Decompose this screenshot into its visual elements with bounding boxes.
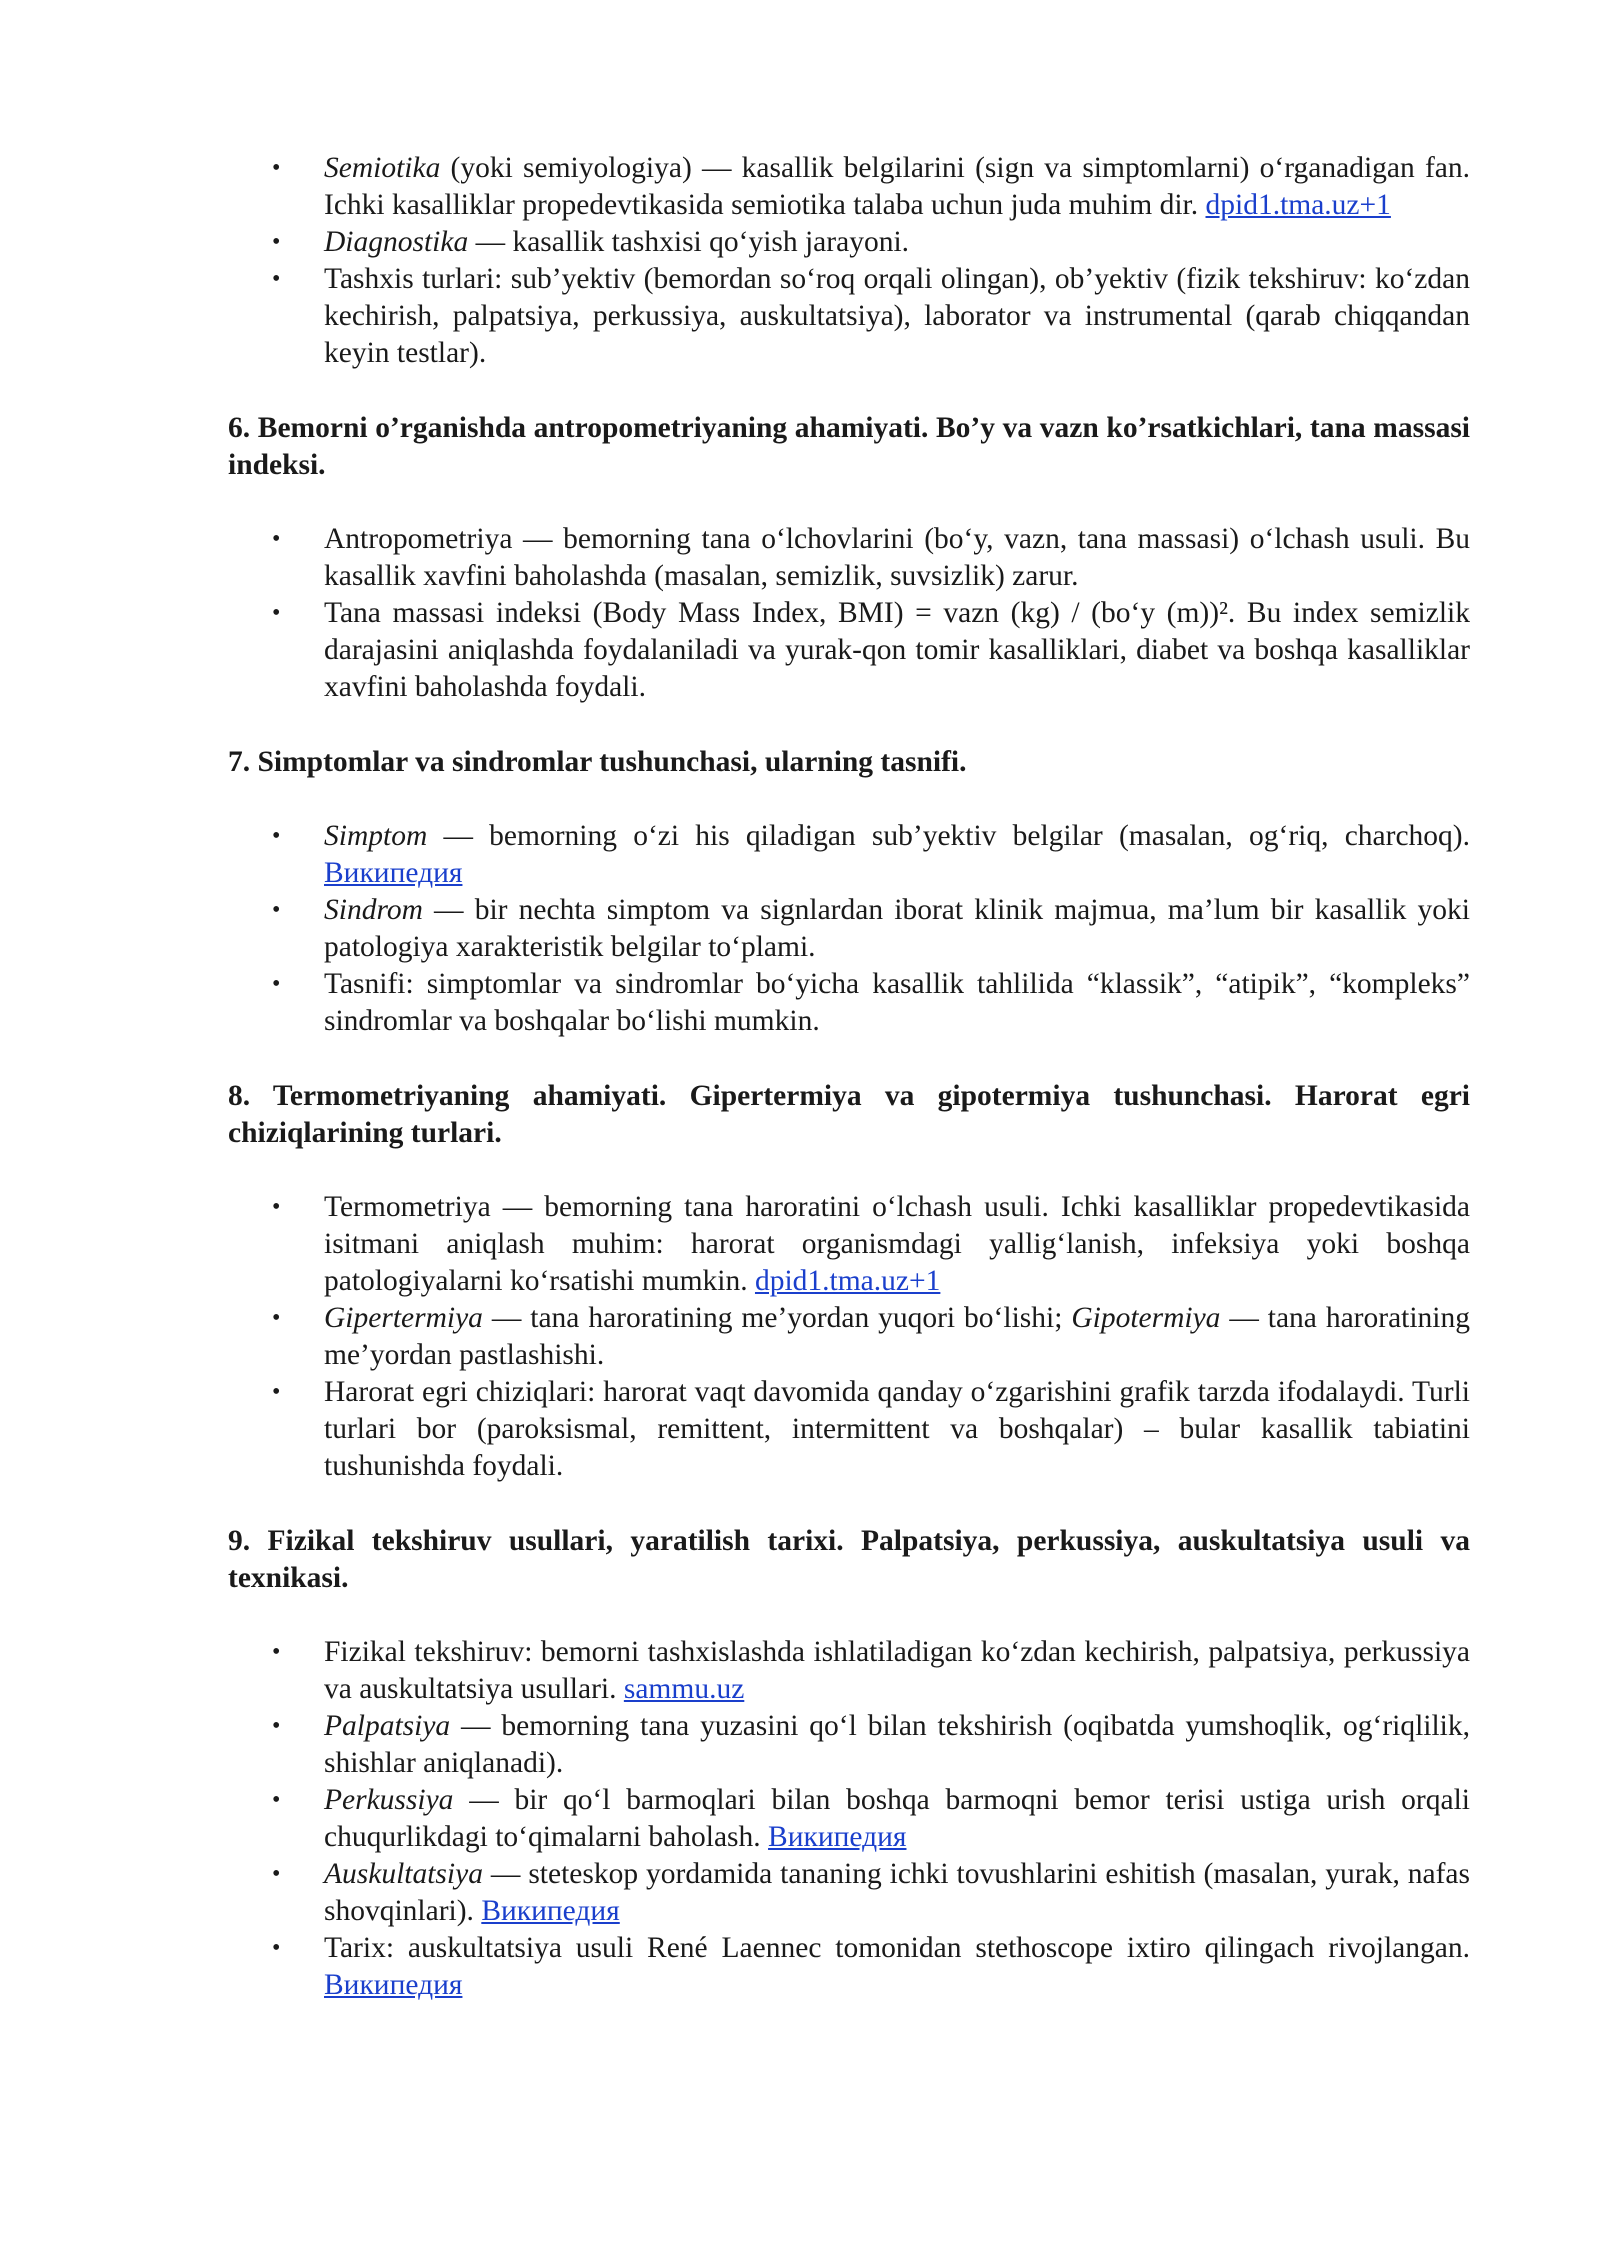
term: Semiotika: [324, 152, 441, 184]
list-item: • Perkussiya — bir qo‘l barmoqlari bilan boshqa barmoqni bemor terisi ustiga urish orqali chuqurlikdagi to‘qimalarni baholash. Википедия: [324, 1782, 1470, 1856]
section8-list: [228, 1189, 1470, 1485]
intro-list: [228, 150, 1470, 372]
list-item: • Auskultatsiya — steteskop yordamida tananing ichki tovushlarini eshitish (masalan, yurak, nafas shovqinlari). Википедия: [324, 1856, 1470, 1930]
list-item: • Fizikal tekshiruv: bemorni tashxislashda ishlatiladigan ko‘zdan kechirish, palpatsiya, perkussiya va auskultatsiya usullari. sammu.uz: [324, 1634, 1470, 1708]
list-item: • Harorat egri chiziqlari: harorat vaqt davomida qanday o‘zgarishini grafik tarzda ifodalaydi. Turli turlari bor (paroksismal, remittent, intermittent va boshqalar) – bular kasallik tabiatini tushunishda foydali.: [324, 1374, 1470, 1485]
term: Diagnostika: [324, 226, 469, 258]
list-item: • Tasnifi: simptomlar va sindromlar bo‘yicha kasallik tahlilida “klassik”, “atipik”, “kompleks” sindromlar va boshqalar bo‘lishi mumkin.: [324, 966, 1470, 1040]
source-link[interactable]: sammu.uz: [623, 1673, 745, 1705]
section7-list: [228, 818, 1470, 1040]
term: Perkussiya: [324, 1784, 454, 1816]
list-item: • Tana massasi indeksi (Body Mass Index, BMI) = vazn (kg) / (bo‘y (m))². Bu index semizlik darajasini aniqlashda foydalaniladi va yurak-qon tomir kasalliklari, diabet va boshqa kasalliklar xavfini baholashda foydali.: [324, 595, 1470, 706]
source-link[interactable]: Википедия: [481, 1895, 620, 1927]
list-item: • Semiotika (yoki semiyologiya) — kasallik belgilarini (sign va simptomlarni) o‘rganadigan fan. Ichki kasalliklar propedevtikasida semiotika talaba uchun juda muhim dir. dpid1.tma.uz+1: [324, 150, 1470, 224]
section-heading-7: 7. Simptomlar va sindromlar tushunchasi, ularning tasnifi.: [228, 746, 967, 778]
section-heading-9: 9. Fizikal tekshiruv usullari, yaratilish tarixi. Palpatsiya, perkussiya, auskultatsiya usuli va texnikasi.: [228, 1525, 1470, 1594]
list-item: • Gipertermiya — tana haroratining me’yordan yuqori bo‘lishi; Gipotermiya — tana haroratining me’yordan pastlashishi.: [324, 1300, 1470, 1374]
list-item: • Palpatsiya — bemorning tana yuzasini qo‘l bilan tekshirish (oqibatda yumshoqlik, og‘riqlilik, shishlar aniqlanadi).: [324, 1708, 1470, 1782]
section-heading-6: 6. Bemorni o’rganishda antropometriyaning ahamiyati. Bo’y va vazn ko’rsatkichlari, tana massasi indeksi.: [228, 412, 1470, 481]
list-item: • Sindrom — bir nechta simptom va signlardan iborat klinik majmua, ma’lum bir kasallik yoki patologiya xarakteristik belgilar to‘plami.: [324, 892, 1470, 966]
source-link[interactable]: Википедия: [768, 1821, 907, 1853]
list-item: • Antropometriya — bemorning tana o‘lchovlarini (bo‘y, vazn, tana massasi) o‘lchash usuli. Bu kasallik xavfini baholashda (masalan, semizlik, suvsizlik) zarur.: [324, 521, 1470, 595]
term: Gipotermiya: [1071, 1302, 1221, 1334]
term: Gipertermiya: [324, 1302, 483, 1334]
term: Sindrom: [324, 894, 423, 926]
term: Palpatsiya: [324, 1710, 451, 1742]
section-heading-8: 8. Termometriyaning ahamiyati. Gipertermiya va gipotermiya tushunchasi. Harorat egri chiziqlarining turlari.: [228, 1080, 1470, 1149]
list-item: • Tarix: auskultatsiya usuli René Laennec tomonidan stethoscope ixtiro qilingach rivojlangan. Википедия: [324, 1930, 1470, 2004]
source-link[interactable]: dpid1.tma.uz+1: [754, 1265, 941, 1297]
list-item: • Diagnostika — kasallik tashxisi qo‘yish jarayoni.: [324, 224, 1470, 261]
section6-list: [228, 521, 1470, 706]
term: Auskultatsiya: [324, 1858, 483, 1890]
source-link[interactable]: dpid1.tma.uz+1: [1205, 189, 1391, 221]
source-link[interactable]: Википедия: [324, 1969, 463, 2001]
list-item: • Termometriya — bemorning tana haroratini o‘lchash usuli. Ichki kasalliklar propedevtikasida isitmani aniqlash muhim: harorat organismdagi yallig‘lanish, infeksiya yoki boshqa patologiyalarni ko‘rsatishi mumkin. dpid1.tma.uz+1: [324, 1189, 1470, 1300]
term: Simptom: [324, 820, 428, 852]
list-item: • Simptom — bemorning o‘zi his qiladigan sub’yektiv belgilar (masalan, og‘riq, charchoq). Википедия: [324, 818, 1470, 892]
list-item: • Tashxis turlari: sub’yektiv (bemordan so‘roq orqali olingan), ob’yektiv (fizik tekshiruv: ko‘zdan kechirish, palpatsiya, perkussiya, auskultatsiya), laborator va instrumental (qarab chiqqandan keyin testlar).: [324, 261, 1470, 372]
section9-list: [228, 1634, 1470, 2004]
source-link[interactable]: Википедия: [324, 857, 463, 889]
